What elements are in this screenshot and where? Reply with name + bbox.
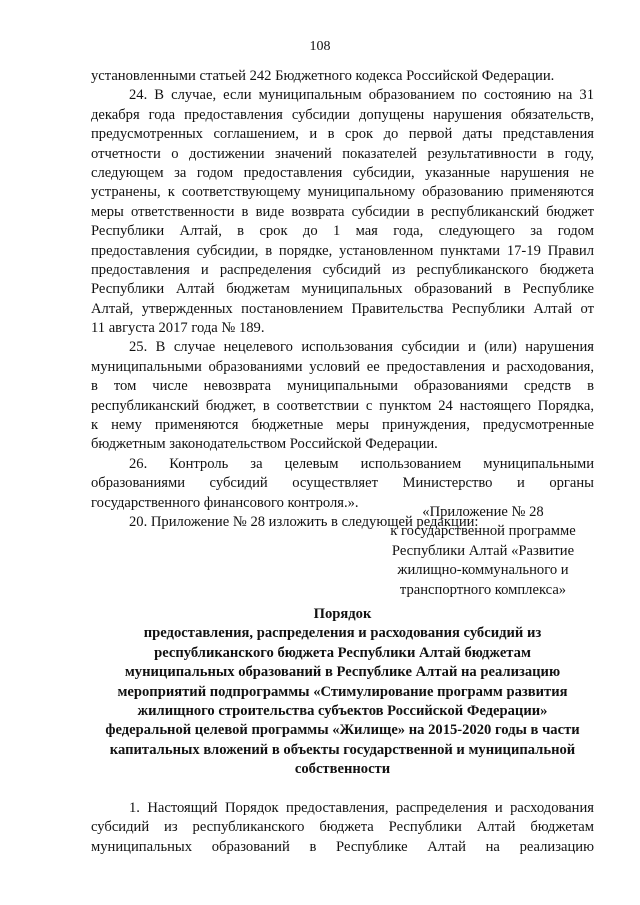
- paragraph-line: Республики Алтай бюджетам муниципальных образований в Республике: [91, 281, 594, 298]
- paragraph-line: предоставления и распределения субсидий из республиканского бюджета: [91, 261, 594, 278]
- body-text-bottom: [91, 799, 594, 857]
- appendix-note-line: Республики Алтай «Развитие: [391, 542, 575, 559]
- appendix-note-line: к государственной программе: [390, 523, 576, 540]
- heading-line: муниципальных образований в Республике Алтай на реализацию: [124, 664, 561, 681]
- paragraph-line: следующем за годом предоставления субсидии, указанные нарушения не: [91, 164, 594, 181]
- paragraph-line: установленными статьей 242 Бюджетного кодекса Российской Федерации.: [91, 68, 555, 84]
- paragraph-line: муниципальными образованиями условий ее предоставления и расходования,: [91, 358, 594, 375]
- paragraph-line: 24. В случае, если муниципальным образованием по состоянию на 31: [129, 87, 594, 104]
- paragraph-line: в том числе невозврата муниципальными образованиями средств в: [91, 378, 594, 395]
- paragraph-line: республиканский бюджет, в соответствии с пунктом 24 настоящего Порядка,: [91, 397, 594, 414]
- appendix-note-line: транспортного комплекса»: [399, 581, 567, 598]
- appendix-note: [372, 503, 594, 600]
- body-text-top: [91, 67, 594, 532]
- paragraph-line: 26. Контроль за целевым использованием муниципальными: [129, 455, 594, 472]
- heading-line: мероприятий подпрограммы «Стимулирование программ развития: [117, 683, 568, 700]
- page-number: 108: [309, 39, 331, 54]
- appendix-note-line: «Приложение № 28: [422, 504, 544, 520]
- document-heading: [91, 605, 594, 780]
- paragraph-line: устранены, к соответствующему муниципальному образованию применяются: [91, 184, 594, 201]
- paragraph-line: муниципальных образований в Республике Алтай на реализацию: [91, 838, 594, 855]
- paragraph-line: 20. Приложение № 28 изложить в следующей редакции:: [129, 513, 479, 530]
- paragraph-line: Алтай, утвержденных постановлением Правительства Республики Алтай от: [91, 300, 594, 317]
- heading-line: собственности: [294, 761, 391, 778]
- heading-line: жилищного строительства субъектов Российской Федерации»: [137, 702, 548, 719]
- heading-line: Порядок: [313, 606, 372, 622]
- paragraph-line: бюджетным законодательством Российской Федерации.: [91, 436, 438, 453]
- paragraph-line: Республики Алтай, в срок до 1 мая года, следующего за годом: [91, 223, 594, 240]
- paragraph-line: меры ответственности в виде возврата субсидии в республиканский бюджет: [91, 203, 594, 220]
- appendix-note-line: жилищно-коммунального и: [397, 562, 569, 579]
- paragraph-line: 11 августа 2017 года № 189.: [91, 320, 265, 337]
- paragraph-line: предоставления субсидии, в порядке, установленном пунктами 17-19 Правил: [91, 242, 594, 259]
- heading-line: федеральной целевой программы «Жилище» на 2015-2020 годы в части: [105, 722, 580, 739]
- paragraph-line: государственного финансового контроля.».: [91, 494, 359, 511]
- paragraph-line: отчетности о достижении значений показателей результативности в году,: [91, 145, 594, 162]
- heading-line: капитальных вложений в объекты государственной и муниципальной: [109, 741, 576, 758]
- heading-line: предоставления, распределения и расходования субсидий из: [143, 625, 542, 642]
- paragraph-line: субсидий из республиканского бюджета Республики Алтай бюджетам: [91, 819, 594, 836]
- paragraph-line: образованиями субсидий осуществляет Министерство и органы: [91, 475, 594, 492]
- paragraph-line: декабря года предоставления субсидии допущены нарушения обязательств,: [91, 106, 594, 123]
- paragraph-line: к нему применяются бюджетные меры принуждения, предусмотренные: [91, 417, 594, 434]
- paragraph-line: предусмотренных соглашением, и в срок до первой даты представления: [91, 126, 594, 143]
- paragraph-line: 25. В случае нецелевого использования субсидии и (или) нарушения: [129, 339, 594, 356]
- heading-line: республиканского бюджета Республики Алтай бюджетам: [154, 644, 531, 661]
- paragraph-line: 1. Настоящий Порядок предоставления, распределения и расходования: [129, 800, 594, 816]
